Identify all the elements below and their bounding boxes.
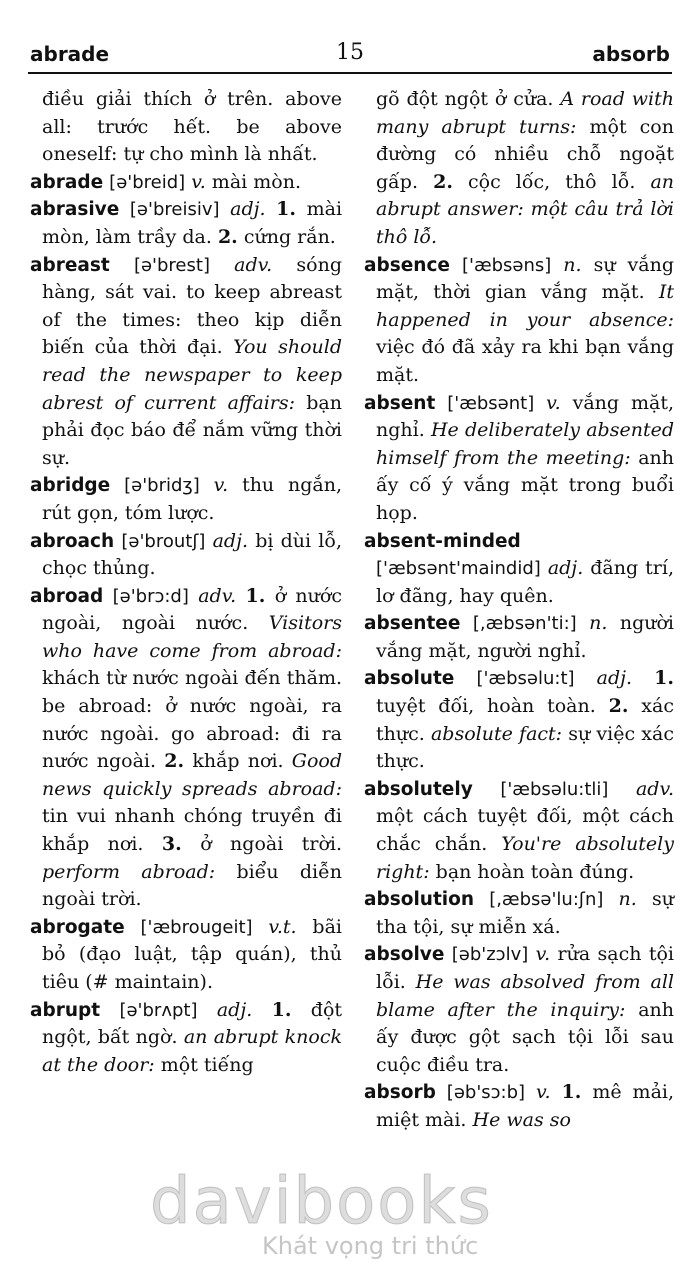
part-of-speech: v. [536,1081,551,1104]
entry-absent [364,390,674,528]
page-number: 15 [336,40,364,65]
entry-abridge [30,472,342,527]
headword: abridge [30,475,111,497]
definition: cộc lốc, thô lỗ. [468,170,636,193]
headword: absorb [364,1082,436,1104]
definition: tuyệt đối, hoàn toàn. [376,695,596,718]
definition: đột ngột, bất ngờ. [42,998,343,1049]
headword: abreast [30,254,110,276]
headword: absentee [364,613,461,635]
example: Good news quickly spreads abroad: [42,750,343,800]
pronunciation: ['æbsənt] [447,392,535,414]
pronunciation: [ə'bridʒ] [124,475,200,497]
part-of-speech: adv. [198,584,237,607]
translation: khách từ nước ngoài đến thăm. be abroad: ở nước ngoài, ra nước ngoài. go abroad: đi ra nước ngoài. [42,667,342,773]
entry-absolution [364,886,674,941]
translation: tin vui nhanh chóng truyền đi khắp nơi. [42,805,342,856]
entry-abrasive [30,196,342,251]
entry-abroach [30,528,342,583]
definition: mài mòn, làm trầy da. [42,198,343,248]
pronunciation: [ə'broutʃ] [121,530,206,552]
watermark-brand: davibooks [150,1165,493,1239]
sense-number: 2. [217,225,238,248]
translation: một con đường có nhiều chỗ ngoặt gấp. [376,115,674,193]
pronunciation: [əb'sɔ:b] [446,1082,526,1104]
entry-absolutely [364,776,674,886]
definition: mê mải, miệt mài. [376,1081,675,1131]
definition: sự tha tội, sự miễn xá. [376,888,674,938]
definition: khắp nơi. [192,750,284,773]
headword: absence [364,254,450,276]
headword: abrasive [30,199,120,221]
translation: sự việc xác thực. [376,722,674,773]
guide-word-right: absorb [592,42,670,66]
example: A road with many abrupt turns: [376,88,674,138]
example: perform abroad: [42,860,216,883]
translation: anh ấy cố ý vắng mặt trong buổi họp. [376,446,674,524]
continued-text [364,86,674,252]
part-of-speech: n. [589,612,608,635]
pronunciation: ['æbrougeit] [140,916,253,938]
headword: abroad [30,585,104,607]
part-of-speech: v. [213,474,229,497]
definition: đãng trí, lơ đãng, hay quên. [376,557,674,607]
pronunciation: ['æbsəlu:t] [476,668,575,690]
sense-number: 1. [271,998,292,1021]
sense-number: 1. [654,667,674,690]
definition: người vắng mặt, người nghỉ. [376,612,675,662]
entry-absence [364,252,674,390]
watermark-slogan: Khát vọng tri thức [262,1232,479,1260]
example: He was so [472,1108,571,1131]
part-of-speech: adj. [216,998,253,1021]
definition: bị dùi lỗ, chọc thủng. [42,529,343,580]
headword: abrade [30,171,104,193]
continued-text: điều giải thích ở trên. above all: trước hết. be above oneself: tự cho mình là nhất. [42,88,342,166]
guide-word-left: abrade [30,42,110,66]
entry-abrogate [30,914,342,997]
translation: biểu diễn ngoài trời. [42,860,342,911]
headword: absent [364,392,436,414]
left-column [30,86,342,1079]
definition: ở nước ngoài, ngoài nước. [42,584,342,635]
entry-abreast [30,252,342,473]
headword: absolution [364,889,475,911]
entry-abrade [30,169,342,197]
sense-number: 2. [608,695,629,718]
sense-number: 1. [276,198,296,221]
pronunciation: [ə'brest] [133,254,210,276]
part-of-speech: n. [618,888,637,911]
definition: thu ngắn, rút gọn, tóm lược. [42,474,343,524]
definition: bãi bỏ (đạo luật, tập quán), thủ tiêu (# maintain). [42,915,342,993]
entry-abrupt [30,997,342,1080]
example: an abrupt answer: một câu trả lời thô lỗ. [376,170,675,248]
example: You're absolutely right: [376,833,674,883]
pronunciation: [ə'breisiv] [129,199,220,221]
translation: việc đó đã xảy ra khi bạn vắng mặt. [376,336,674,386]
headword: absent-minded [364,530,521,552]
part-of-speech: adj. [596,667,633,690]
pronunciation: [,æbsən'ti:] [472,613,577,635]
example: Visitors who have come from abroad: [42,612,342,662]
entry-abroad [30,583,342,914]
part-of-speech: adv. [234,253,273,276]
sense-number: 1. [561,1081,582,1104]
translation: một tiếng [160,1053,254,1076]
sense-number: 2. [164,750,185,773]
example: He deliberately absented himself from the meeting: [376,419,674,469]
entry-absentee [364,610,674,665]
headword: absolutely [364,778,473,800]
pronunciation: ['æbsənt'maindid] [376,558,541,580]
translation: gõ đột ngột ở cửa. [376,88,554,110]
part-of-speech: adj. [547,557,584,580]
translation: bạn hoàn toàn đúng. [435,860,635,883]
entry-absent-minded [364,528,674,611]
entry-absolute [364,665,674,775]
translation: bạn phải đọc báo để nắm vững thời sự. [42,391,342,469]
part-of-speech: v.t. [268,915,297,938]
part-of-speech: adj. [230,198,266,221]
example: It happened in your absence: [376,281,674,331]
example: You should read the newspaper to keep abrest of current affairs: [42,336,342,414]
definition: xác thực. [376,695,674,745]
pronunciation: [ə'breid] [109,171,186,193]
right-column [364,86,674,1135]
definition: vắng mặt, nghỉ. [376,391,675,442]
pronunciation: ['æbsəns] [461,254,552,276]
headword: absolve [364,944,445,966]
page-header [28,38,672,74]
entry-absorb [364,1079,674,1134]
part-of-speech: adv. [635,777,674,800]
sense-number: 3. [161,833,182,856]
definition: cứng rắn. [243,225,336,248]
sense-number: 1. [245,584,266,607]
pronunciation: [,æbsə'lu:ʃn] [489,889,604,911]
example: He was absolved from all blame after the inquiry: [376,971,674,1021]
part-of-speech: n. [563,253,582,276]
pronunciation: [ə'brɔ:d] [112,585,189,607]
part-of-speech: v. [535,943,551,966]
definition: rửa sạch tội lỗi. [376,943,674,993]
headword: abrupt [30,999,101,1021]
definition: sự vắng mặt, thời gian vắng mặt. [376,253,674,304]
definition: mài mòn. [211,170,301,193]
example: absolute fact: [430,722,563,745]
headword: absolute [364,668,455,690]
entry-absolve [364,941,674,1079]
part-of-speech: v. [546,391,561,414]
sense-number: 2. [433,170,453,193]
pronunciation: [ə'brʌpt] [119,999,198,1021]
part-of-speech: v. [191,170,206,193]
translation: anh ấy được gột sạch tội lỗi sau cuộc điều tra. [376,998,674,1076]
definition: sóng hàng, sát vai. to keep abreast of the times: theo kịp diễn biến của thời đại. [42,253,342,359]
definition: ở ngoài trời. [200,833,342,856]
headword: abroach [30,530,115,552]
pronunciation: [əb'zɔlv] [451,944,529,966]
pronunciation: ['æbsəlu:tli] [500,778,609,800]
definition: một cách tuyệt đối, một cách chắc chắn. [376,805,674,856]
example: an abrupt knock at the door: [42,1026,342,1076]
part-of-speech: adj. [212,529,249,552]
headword: abrogate [30,916,125,938]
